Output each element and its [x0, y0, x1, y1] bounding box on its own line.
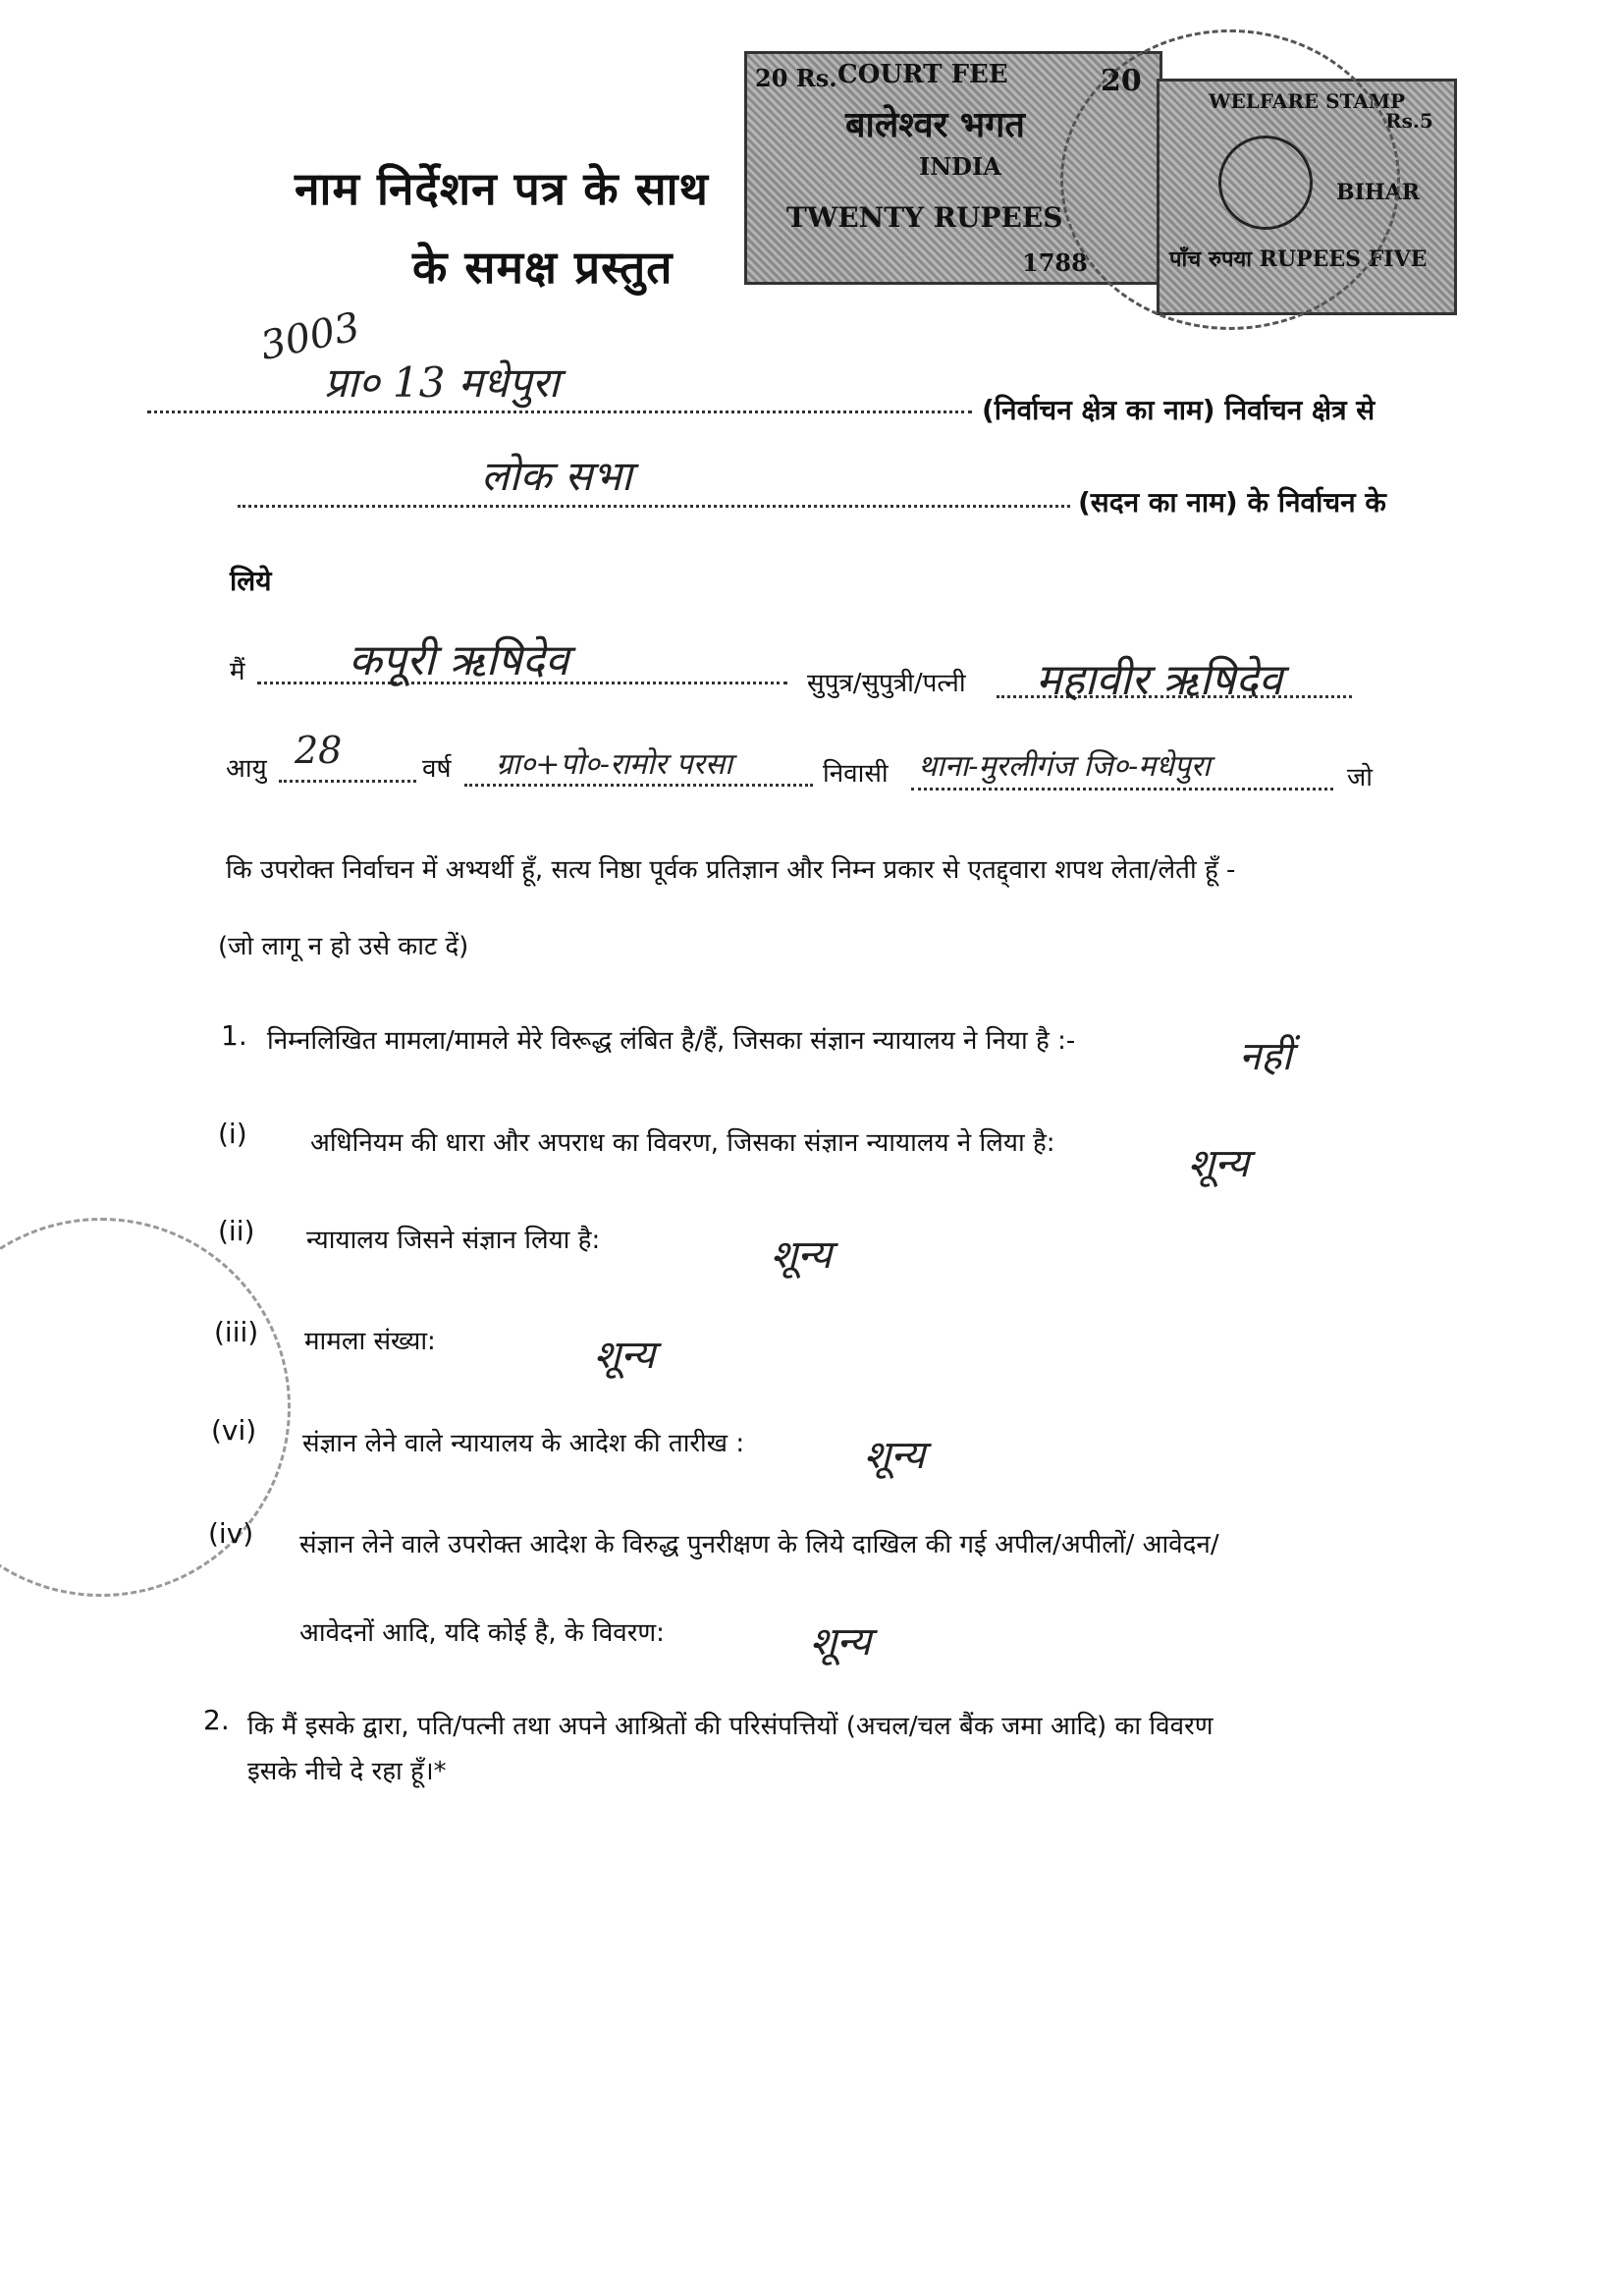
relation-name: महावीर ऋषिदेव [1036, 655, 1283, 705]
age-label: आयु [226, 754, 267, 784]
heading-line-1: नाम निर्देशन पत्र के साथ [295, 162, 709, 215]
item-i-number: (i) [218, 1118, 247, 1150]
item-iii-answer: शून्य [594, 1333, 656, 1378]
oath-text: कि उपरोक्त निर्वाचन में अभ्यर्थी हूँ, सत्य निष्ठा पूर्वक प्रतिज्ञान और निम्न प्रकार से एतद्द्वारा शपथ लेता/लेती हूँ - [226, 855, 1236, 885]
main-label: मैं [230, 657, 245, 686]
item-1-answer: नहीं [1239, 1034, 1292, 1079]
court-fee-stamp: 20 Rs. COURT FEE 20 बालेश्वर भगत INDIA TWENTY RUPEES 1788 [744, 51, 1162, 285]
liye-text: लिये [230, 565, 272, 597]
official-seal-mark [1060, 29, 1400, 330]
item-2-text-2: इसके नीचे दे रहा हूँ।* [247, 1757, 447, 1786]
declarant-name: कपूरी ऋषिदेव [349, 635, 569, 685]
item-ii-answer: शून्य [771, 1232, 833, 1278]
item-2-text-1: कि मैं इसके द्वारा, पति/पत्नी तथा अपने आश्रितों की परिसंपत्तियों (अचल/चल बैंक जमा आदि) का विवरण [247, 1712, 1214, 1741]
age-dotted-line [279, 780, 416, 783]
strike-note: (जो लागू न हो उसे काट दें) [218, 932, 469, 961]
item-1-text: निम्नलिखित मामला/मामले मेरे विरूद्ध लंबित है/हैं, जिसका संज्ञान न्यायालय ने निया है :- [267, 1026, 1076, 1056]
item-vi-text: संज्ञान लेने वाले न्यायालय के आदेश की तारीख : [302, 1429, 745, 1458]
constituency-dotted-line [147, 410, 972, 413]
item-ii-text: न्यायालय जिसने संज्ञान लिया है: [306, 1226, 601, 1255]
constituency-label: (निर्वाचन क्षेत्र का नाम) निर्वाचन क्षेत्र से [982, 394, 1375, 426]
address-dotted-line [464, 784, 813, 787]
stamp-overprint: बालेश्वर भगत [845, 104, 1025, 145]
item-ii-number: (ii) [218, 1215, 255, 1247]
item-2-number: 2. [203, 1704, 230, 1736]
item-iii-text: मामला संख्या: [304, 1327, 436, 1356]
address-value: ग्रा०+पो०-रामोर परसा [496, 747, 732, 782]
house-label: (सदन का नाम) के निर्वाचन के [1078, 486, 1386, 519]
welfare-stamp: WELFARE STAMP Rs.5 BIHAR पाँच रुपया RUPEES FIVE [1157, 79, 1457, 315]
resident-label: निवासी [823, 759, 889, 789]
item-iv-text-1: संज्ञान लेने वाले उपरोक्त आदेश के विरुद्ध पुनरीक्षण के लिये दाखिल की गई अपील/अपीलों/ आवेदन/ [299, 1530, 1219, 1559]
item-i-answer: शून्य [1188, 1141, 1250, 1186]
years-label: वर्ष [422, 754, 452, 784]
handwritten-number: 3003 [256, 303, 364, 370]
stamp-serial: 1788 [1022, 248, 1088, 277]
item-iv-text-2: आवेदनों आदि, यदि कोई है, के विवरण: [299, 1618, 665, 1648]
item-iv-number: (iv) [208, 1517, 254, 1550]
house-dotted-line [238, 505, 1070, 508]
item-vi-answer: शून्य [864, 1433, 926, 1478]
item-iv-answer: शून्य [810, 1619, 872, 1665]
constituency-value: प्रा० 13 मधेपुरा [324, 358, 560, 407]
item-vi-number: (vi) [211, 1414, 257, 1447]
item-1-number: 1. [221, 1019, 247, 1052]
relation-label: सुपुत्र/सुपुत्री/पत्नी [807, 669, 966, 698]
item-iii-number: (iii) [214, 1316, 259, 1348]
district-value: थाना-मुरलीगंज जि०-मधेपुरा [918, 749, 1211, 784]
item-i-text: अधिनियम की धारा और अपराध का विवरण, जिसका संज्ञान न्यायालय ने लिया है: [310, 1128, 1055, 1158]
district-dotted-line [911, 788, 1333, 791]
house-value: लोक सभा [481, 452, 632, 500]
heading-line-2: के समक्ष प्रस्तुत [412, 241, 674, 294]
age-value: 28 [295, 729, 343, 772]
jo-text: जो [1347, 763, 1374, 793]
